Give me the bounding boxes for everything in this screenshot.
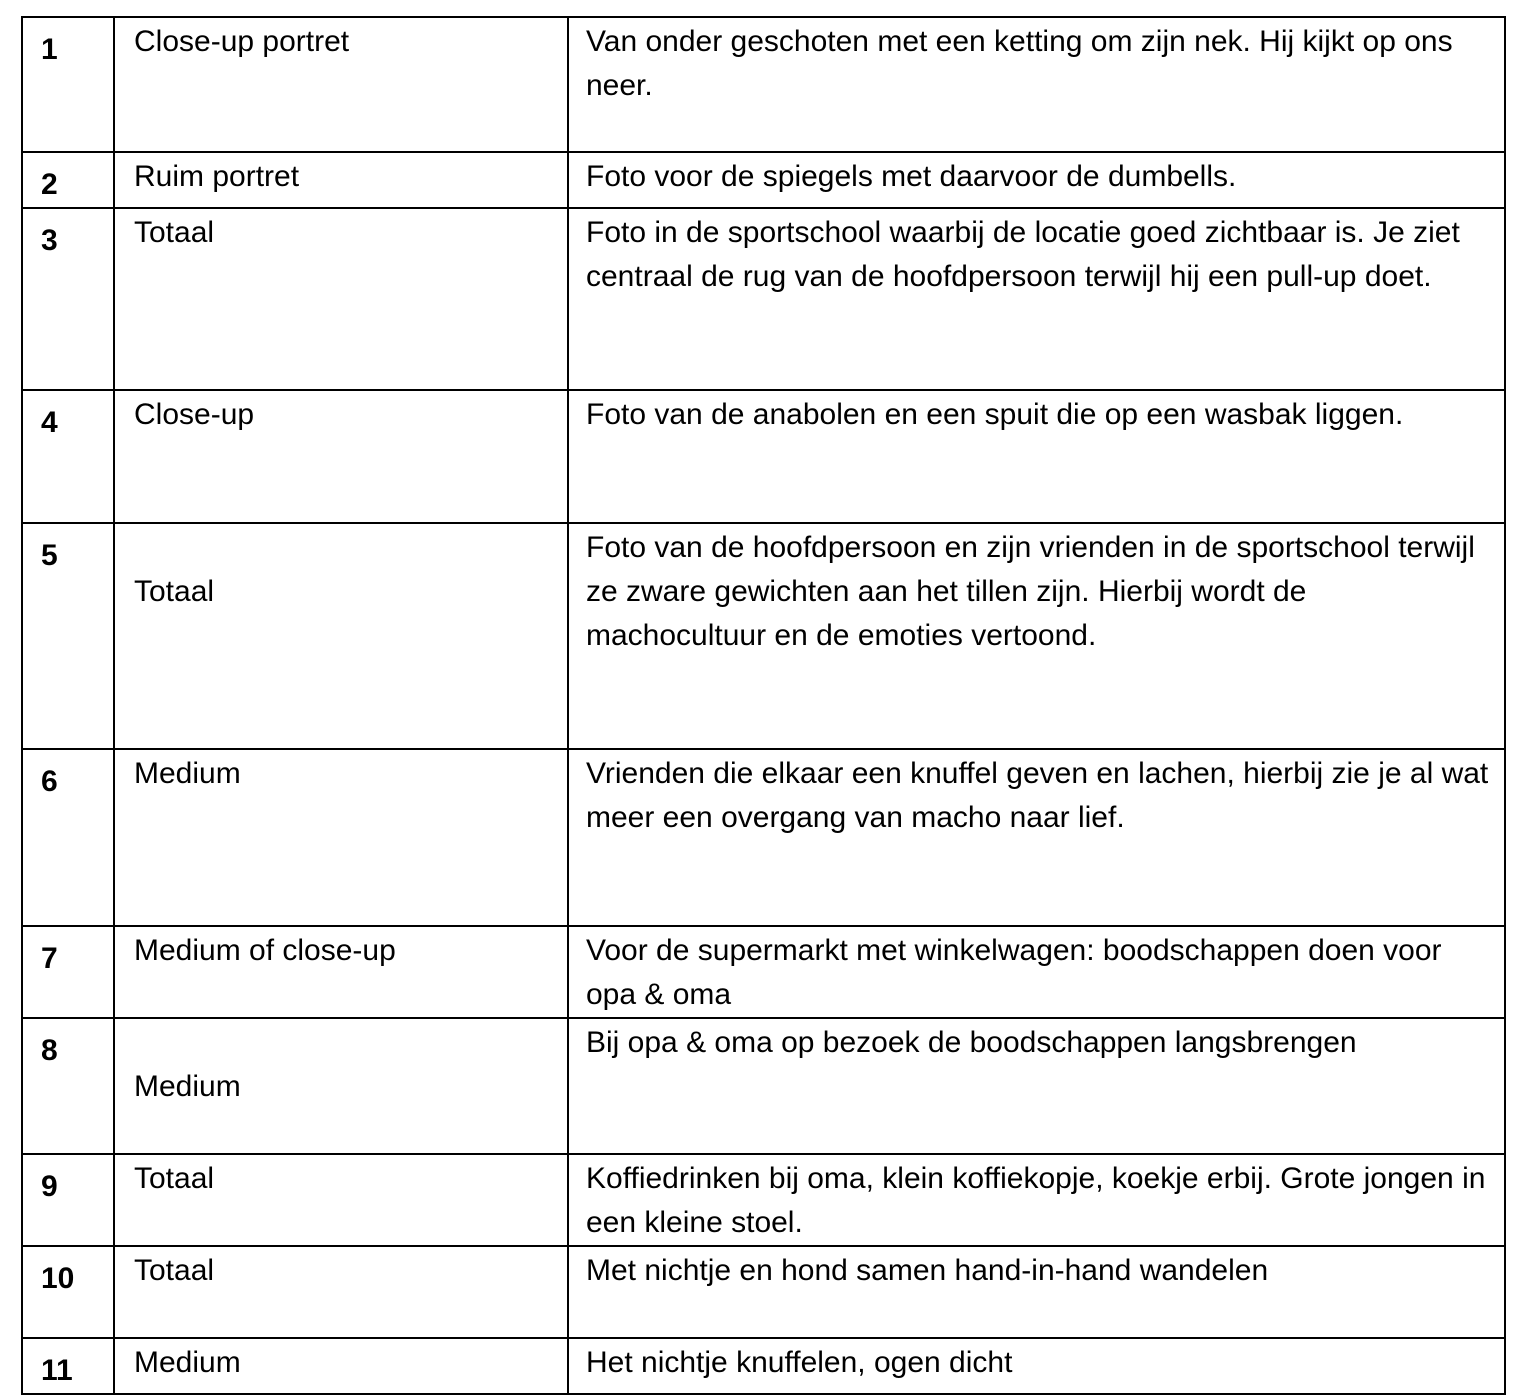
shot-description: Met nichtje en hond samen hand-in-hand wandelen [568,1246,1505,1338]
shot-type: Medium [114,749,568,926]
shot-number: 1 [22,17,114,152]
shot-description: Bij opa & oma op bezoek de boodschappen langsbrengen [568,1018,1505,1154]
shot-description: Foto voor de spiegels met daarvoor de dumbells. [568,152,1505,208]
shot-type: Ruim portret [114,152,568,208]
shot-type: Medium of close-up [114,926,568,1018]
shot-number: 2 [22,152,114,208]
shot-number: 3 [22,208,114,390]
table-row [22,749,1505,926]
shot-number: 8 [22,1018,114,1154]
shot-description: Het nichtje knuffelen, ogen dicht [568,1338,1505,1394]
shot-type: Totaal [114,1154,568,1246]
shot-description: Foto van de anabolen en een spuit die op een wasbak liggen. [568,390,1505,523]
table-row [22,17,1505,152]
shot-number: 11 [22,1338,114,1394]
shot-description: Vrienden die elkaar een knuffel geven en lachen, hierbij zie je al wat meer een overgang van macho naar lief. [568,749,1505,926]
table-row [22,926,1505,1018]
shot-type: Totaal [114,208,568,390]
shot-type: Totaal [114,523,568,749]
shot-description: Koffiedrinken bij oma, klein koffiekopje, koekje erbij. Grote jongen in een kleine stoel. [568,1154,1505,1246]
table-row [22,390,1505,523]
table-row [22,1246,1505,1338]
shot-list-table [21,16,1506,1395]
shot-number: 4 [22,390,114,523]
shot-description: Foto in de sportschool waarbij de locatie goed zichtbaar is. Je ziet centraal de rug van de hoofdpersoon terwijl hij een pull-up doet. [568,208,1505,390]
shot-description: Van onder geschoten met een ketting om zijn nek. Hij kijkt op ons neer. [568,17,1505,152]
shot-type: Close-up [114,390,568,523]
table-row [22,208,1505,390]
shot-number: 7 [22,926,114,1018]
shot-number: 5 [22,523,114,749]
shot-type: Medium [114,1338,568,1394]
table-row [22,1154,1505,1246]
shot-type: Medium [114,1018,568,1154]
table-row [22,152,1505,208]
shot-number: 6 [22,749,114,926]
table-row [22,523,1505,749]
shot-number: 10 [22,1246,114,1338]
shot-number: 9 [22,1154,114,1246]
table-row [22,1018,1505,1154]
shot-description: Voor de supermarkt met winkelwagen: boodschappen doen voor opa & oma [568,926,1505,1018]
shot-type: Close-up portret [114,17,568,152]
table-row [22,1338,1505,1394]
shot-type: Totaal [114,1246,568,1338]
shot-description: Foto van de hoofdpersoon en zijn vrienden in de sportschool terwijl ze zware gewichten aan het tillen zijn. Hierbij wordt de machocultuur en de emoties vertoond. [568,523,1505,749]
